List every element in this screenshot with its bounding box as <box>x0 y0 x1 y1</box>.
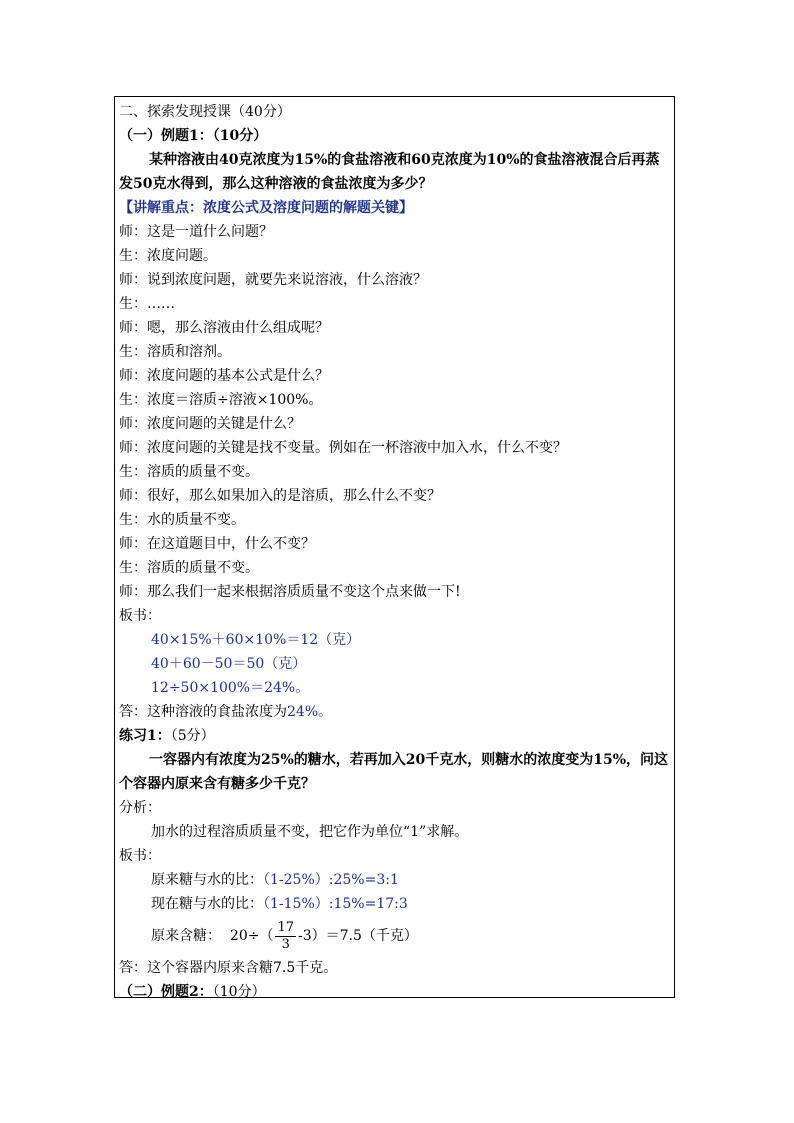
dialogue-line: 师：这是一道什么问题？ <box>119 224 273 240</box>
answer-prefix: 答：这种溶液的食盐浓度为 <box>119 704 287 720</box>
dialogue-list <box>119 220 670 604</box>
fraction-numerator: 17 <box>277 919 294 935</box>
dialogue-line: 师：说到浓度问题，就要先来说溶液，什么溶液？ <box>119 272 427 288</box>
sugar-calculation <box>119 916 670 956</box>
dialogue-line: 师：浓度问题的关键是找不变量。例如在一杯溶液中加入水，什么不变？ <box>119 440 567 456</box>
practice1-answer: 答：这个容器内原来含糖7.5千克。 <box>119 960 338 976</box>
dialogue-line: 生：溶质的质量不变。 <box>119 560 259 576</box>
ratio-original-label: 原来糖与水的比： <box>151 872 263 888</box>
practice1-problem: 一容器内有浓度为25%的糖水，若再加入20千克水，则糖水的浓度变为15%，问这个容器内原来含有糖多少千克？ <box>119 752 669 792</box>
dialogue-line: 师：那么我们一起来根据溶质质量不变这个点来做一下! <box>119 584 461 600</box>
ratio-current-label: 现在糖与水的比： <box>151 896 263 912</box>
dialogue-line: 师：浓度问题的基本公式是什么？ <box>119 368 329 384</box>
dialogue-line: 师：在这道题目中，什么不变？ <box>119 536 315 552</box>
dialogue-line: 生：溶质和溶剂。 <box>119 344 231 360</box>
example2-score: （10分） <box>212 984 266 1000</box>
board1-line: 12÷50×100%＝24%。 <box>151 680 310 696</box>
practice1-heading <box>119 724 670 748</box>
dialogue-line: 生：浓度问题。 <box>119 248 217 264</box>
ratio-original <box>119 868 670 892</box>
section-title: 二、探索发现授课（40分） <box>119 104 291 120</box>
dialogue-line: 生：…… <box>119 296 175 312</box>
answer-value: 24%。 <box>287 704 333 720</box>
example2-title: （二）例题2： <box>119 984 213 1000</box>
board2-label: 板书： <box>119 848 161 864</box>
calc-label: 原来含糖： <box>151 928 221 944</box>
dialogue-line: 师：嗯，那么溶液由什么组成呢？ <box>119 320 329 336</box>
fraction-denominator: 3 <box>281 936 290 952</box>
analysis-text: 加水的过程溶质质量不变，把它作为单位“1”求解。 <box>151 824 469 840</box>
example1-heading: （一）例题1：（10分） <box>119 128 268 144</box>
ratio-current <box>119 892 670 916</box>
practice1-title: 练习1： <box>119 728 171 744</box>
board1-line: 40×15%＋60×10%＝12（克） <box>151 632 361 648</box>
calc-suffix: -3）＝7.5（千克） <box>298 928 418 944</box>
dialogue-line: 师：很好，那么如果加入的是溶质，那么什么不变？ <box>119 488 441 504</box>
analysis-label: 分析： <box>119 800 161 816</box>
lesson-table-cell <box>114 96 675 998</box>
dialogue-line: 师：浓度问题的关键是什么？ <box>119 416 301 432</box>
keypoint-note: 【讲解重点：浓度公式及溶度问题的解题关键】 <box>119 200 413 216</box>
lesson-content <box>119 100 670 1004</box>
practice1-score: （5分） <box>170 728 215 744</box>
ratio-original-value: （1-25%）:25%=3:1 <box>263 872 399 888</box>
example2-heading <box>119 980 670 1004</box>
calc-prefix: 20÷（ <box>229 928 274 944</box>
example1-answer <box>119 700 670 724</box>
board1-label: 板书： <box>119 608 161 624</box>
example1-problem: 某种溶液由40克浓度为15%的食盐溶液和60克浓度为10%的食盐溶液混合后再蒸发50克水得到，那么这种溶液的食盐浓度为多少？ <box>119 152 660 192</box>
fraction <box>275 920 296 953</box>
board1-line: 40＋60－50＝50（克） <box>151 656 307 672</box>
ratio-current-value: （1-15%）:15%=17:3 <box>263 896 408 912</box>
dialogue-line: 生：浓度＝溶质÷溶液×100%。 <box>119 392 323 408</box>
dialogue-line: 生：水的质量不变。 <box>119 512 245 528</box>
dialogue-line: 生：溶质的质量不变。 <box>119 464 259 480</box>
